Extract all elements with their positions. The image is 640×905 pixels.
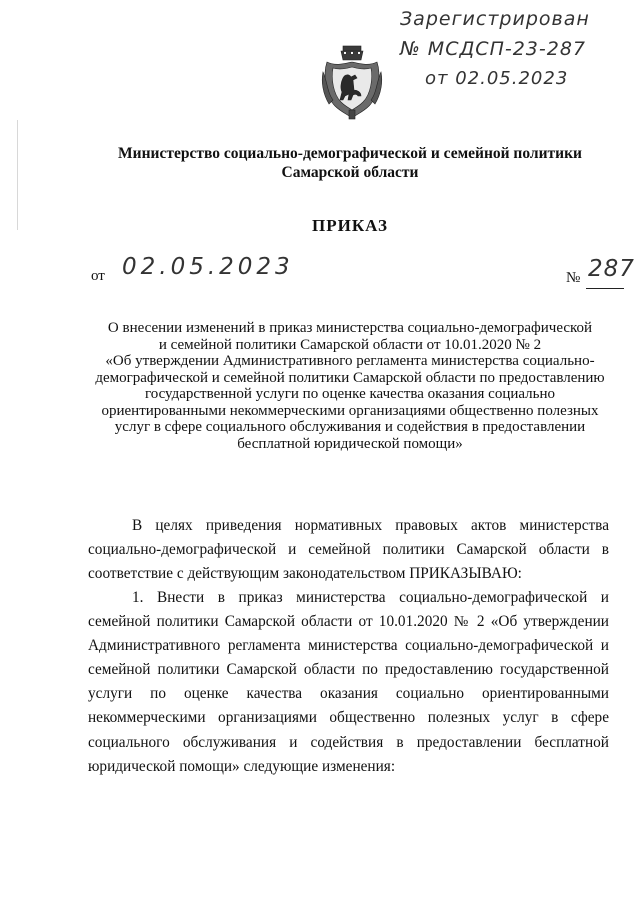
registration-note-line-2: № МСДСП-23-287 [400, 38, 587, 60]
number-value: 287 [588, 256, 635, 282]
number-underline [586, 288, 624, 289]
preamble-paragraph: В целях приведения нормативных правовых актов министерства социально-демографической и семейной политики Самарской области в соответствие с действующим законодательством ПРИКАЗЫВАЮ: [88, 517, 609, 583]
registration-note-line-1: Зарегистрирован [400, 8, 590, 30]
number-label: № [566, 270, 581, 286]
subject-line-3: «Об утверждении Административного регламента министерства социально- [105, 353, 595, 369]
subject-line-2: и семейной политики Самарской области от 10.01.2020 № 2 [158, 337, 542, 353]
date-value: 02.05.2023 [122, 254, 294, 280]
coat-of-arms-samara-icon [321, 44, 383, 120]
ministry-name-line-2: Самарской области [281, 164, 419, 181]
subject-line-6: ориентированными некоммерческими организациями общественно полезных [101, 403, 599, 419]
subject-line-1: О внесении изменений в приказ министерства социально-демографической [107, 320, 593, 336]
subject-line-5: государственной услуги по оценке качества оказания социально [144, 386, 556, 402]
date-label: от [91, 268, 105, 284]
scan-margin-line [17, 120, 18, 230]
subject-line-8: бесплатной юридической помощи» [237, 436, 463, 452]
registration-note-line-3: от 02.05.2023 [425, 68, 569, 89]
subject-line-7: услуг в сфере социального обслуживания и содействия в предоставлении [114, 419, 586, 435]
ministry-name-line-1: Министерство социально-демографической и семейной политики [118, 145, 582, 162]
subject-line-4: демографической и семейной политики Самарской области по предоставлению [95, 370, 605, 386]
item-1-paragraph: 1. Внести в приказ министерства социально-демографической и семейной политики Самарской области от 10.01.2020 № 2 «Об утверждении Административного регламента министерства социально-демографической и семейной политики Самарской области по предоставлению государственной услуги по оценке качества оказания социально ориентированными некоммерческими организациями общественно полезных услуг в сфере социального обслуживания и содействия в предоставлении бесплатной юридической помощи» следующие изменения: [88, 589, 609, 775]
order-title: ПРИКАЗ [312, 216, 388, 235]
